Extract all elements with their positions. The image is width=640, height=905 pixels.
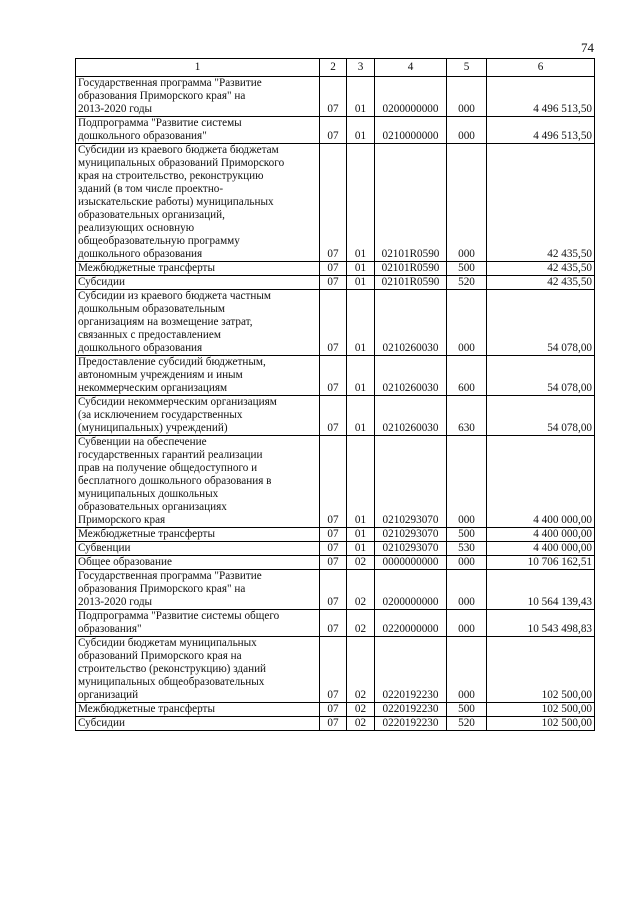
target-article-code: 02101R0590 xyxy=(375,262,447,276)
item-name: Субвенции xyxy=(76,542,320,556)
item-name: Субсидии из краевого бюджета бюджетам муниципальных образований Приморского края на строительство, реконструкцию зданий (в том числе проектно- изыскательские работы) муниципальных образовательных организаций, реализующих основную общеобразовательную программу дошкольного образования xyxy=(76,144,320,262)
expense-type-code: 000 xyxy=(447,610,487,637)
section-code: 07 xyxy=(320,556,347,570)
item-name: Государственная программа "Развитие образования Приморского края" на 2013-2020 годы xyxy=(76,77,320,117)
amount-value: 102 500,00 xyxy=(487,703,595,717)
amount-value: 42 435,50 xyxy=(487,144,595,262)
subsection-code: 02 xyxy=(347,703,375,717)
table-body xyxy=(76,77,595,731)
item-name: Подпрограмма "Развитие системы дошкольного образования" xyxy=(76,117,320,144)
target-article-code: 0220000000 xyxy=(375,610,447,637)
subsection-code: 01 xyxy=(347,528,375,542)
amount-value: 54 078,00 xyxy=(487,356,595,396)
target-article-code: 0220192230 xyxy=(375,717,447,731)
table-row xyxy=(76,262,595,276)
amount-value: 4 496 513,50 xyxy=(487,77,595,117)
amount-value: 4 400 000,00 xyxy=(487,528,595,542)
amount-value: 54 078,00 xyxy=(487,396,595,436)
subsection-code: 01 xyxy=(347,144,375,262)
expense-type-code: 500 xyxy=(447,262,487,276)
subsection-code: 01 xyxy=(347,542,375,556)
subsection-code: 02 xyxy=(347,610,375,637)
amount-value: 42 435,50 xyxy=(487,262,595,276)
expense-type-code: 500 xyxy=(447,703,487,717)
amount-value: 10 706 162,51 xyxy=(487,556,595,570)
section-code: 07 xyxy=(320,542,347,556)
subsection-code: 01 xyxy=(347,436,375,528)
section-code: 07 xyxy=(320,262,347,276)
section-code: 07 xyxy=(320,396,347,436)
target-article-code: 02101R0590 xyxy=(375,276,447,290)
item-name: Субсидии xyxy=(76,276,320,290)
section-code: 07 xyxy=(320,356,347,396)
item-name: Субсидии бюджетам муниципальных образований Приморского края на строительство (реконструкцию) зданий муниципальных общеобразовательных организаций xyxy=(76,637,320,703)
section-code: 07 xyxy=(320,610,347,637)
subsection-code: 02 xyxy=(347,717,375,731)
section-code: 07 xyxy=(320,637,347,703)
table-row xyxy=(76,570,595,610)
target-article-code: 0210000000 xyxy=(375,117,447,144)
section-code: 07 xyxy=(320,276,347,290)
subsection-code: 01 xyxy=(347,77,375,117)
target-article-code: 0210293070 xyxy=(375,528,447,542)
table-row xyxy=(76,436,595,528)
section-code: 07 xyxy=(320,117,347,144)
section-code: 07 xyxy=(320,717,347,731)
subsection-code: 01 xyxy=(347,262,375,276)
budget-table xyxy=(75,58,595,731)
subsection-code: 02 xyxy=(347,637,375,703)
amount-value: 102 500,00 xyxy=(487,717,595,731)
expense-type-code: 000 xyxy=(447,144,487,262)
item-name: Субсидии некоммерческим организациям (за исключением государственных (муниципальных) учреждений) xyxy=(76,396,320,436)
expense-type-code: 000 xyxy=(447,436,487,528)
target-article-code: 0210260030 xyxy=(375,356,447,396)
target-article-code: 0220192230 xyxy=(375,703,447,717)
expense-type-code: 000 xyxy=(447,117,487,144)
subsection-code: 01 xyxy=(347,290,375,356)
expense-type-code: 500 xyxy=(447,528,487,542)
item-name: Субсидии xyxy=(76,717,320,731)
amount-value: 4 400 000,00 xyxy=(487,436,595,528)
header-col-6: 6 xyxy=(487,59,595,77)
table-row xyxy=(76,637,595,703)
table-row xyxy=(76,117,595,144)
target-article-code: 02101R0590 xyxy=(375,144,447,262)
amount-value: 42 435,50 xyxy=(487,276,595,290)
amount-value: 4 400 000,00 xyxy=(487,542,595,556)
section-code: 07 xyxy=(320,77,347,117)
section-code: 07 xyxy=(320,703,347,717)
table-row xyxy=(76,556,595,570)
target-article-code: 0000000000 xyxy=(375,556,447,570)
expense-type-code: 520 xyxy=(447,276,487,290)
subsection-code: 01 xyxy=(347,356,375,396)
table-row xyxy=(76,528,595,542)
subsection-code: 01 xyxy=(347,276,375,290)
page-number: 74 xyxy=(581,40,594,55)
table-row xyxy=(76,77,595,117)
target-article-code: 0220192230 xyxy=(375,637,447,703)
table-row xyxy=(76,356,595,396)
section-code: 07 xyxy=(320,570,347,610)
header-col-2: 2 xyxy=(320,59,347,77)
target-article-code: 0200000000 xyxy=(375,570,447,610)
amount-value: 4 496 513,50 xyxy=(487,117,595,144)
expense-type-code: 520 xyxy=(447,717,487,731)
expense-type-code: 000 xyxy=(447,556,487,570)
table-row xyxy=(76,703,595,717)
item-name: Межбюджетные трансферты xyxy=(76,528,320,542)
header-col-3: 3 xyxy=(347,59,375,77)
item-name: Межбюджетные трансферты xyxy=(76,703,320,717)
subsection-code: 01 xyxy=(347,117,375,144)
target-article-code: 0200000000 xyxy=(375,77,447,117)
item-name: Подпрограмма "Развитие системы общего образования" xyxy=(76,610,320,637)
section-code: 07 xyxy=(320,144,347,262)
amount-value: 10 543 498,83 xyxy=(487,610,595,637)
amount-value: 10 564 139,43 xyxy=(487,570,595,610)
subsection-code: 02 xyxy=(347,570,375,610)
header-col-4: 4 xyxy=(375,59,447,77)
item-name: Субвенции на обеспечение государственных гарантий реализации прав на получение общедоступного и бесплатного дошкольного образования в муниципальных дошкольных образовательных организациях Приморского края xyxy=(76,436,320,528)
table-row xyxy=(76,276,595,290)
expense-type-code: 600 xyxy=(447,356,487,396)
target-article-code: 0210293070 xyxy=(375,436,447,528)
item-name: Государственная программа "Развитие образования Приморского края" на 2013-2020 годы xyxy=(76,570,320,610)
section-code: 07 xyxy=(320,436,347,528)
table-row xyxy=(76,144,595,262)
target-article-code: 0210260030 xyxy=(375,290,447,356)
header-col-1: 1 xyxy=(76,59,320,77)
header-row xyxy=(76,59,595,77)
expense-type-code: 000 xyxy=(447,77,487,117)
table-row xyxy=(76,396,595,436)
table-row xyxy=(76,290,595,356)
table-row xyxy=(76,717,595,731)
subsection-code: 02 xyxy=(347,556,375,570)
item-name: Общее образование xyxy=(76,556,320,570)
amount-value: 54 078,00 xyxy=(487,290,595,356)
target-article-code: 0210260030 xyxy=(375,396,447,436)
item-name: Субсидии из краевого бюджета частным дошкольным образовательным организациям на возмещение затрат, связанных с предоставлением дошкольного образования xyxy=(76,290,320,356)
expense-type-code: 000 xyxy=(447,290,487,356)
item-name: Предоставление субсидий бюджетным, автономным учреждениям и иным некоммерческим организациям xyxy=(76,356,320,396)
subsection-code: 01 xyxy=(347,396,375,436)
section-code: 07 xyxy=(320,290,347,356)
table-row xyxy=(76,542,595,556)
section-code: 07 xyxy=(320,528,347,542)
expense-type-code: 530 xyxy=(447,542,487,556)
expense-type-code: 000 xyxy=(447,637,487,703)
header-col-5: 5 xyxy=(447,59,487,77)
item-name: Межбюджетные трансферты xyxy=(76,262,320,276)
amount-value: 102 500,00 xyxy=(487,637,595,703)
expense-type-code: 000 xyxy=(447,570,487,610)
table-row xyxy=(76,610,595,637)
target-article-code: 0210293070 xyxy=(375,542,447,556)
expense-type-code: 630 xyxy=(447,396,487,436)
